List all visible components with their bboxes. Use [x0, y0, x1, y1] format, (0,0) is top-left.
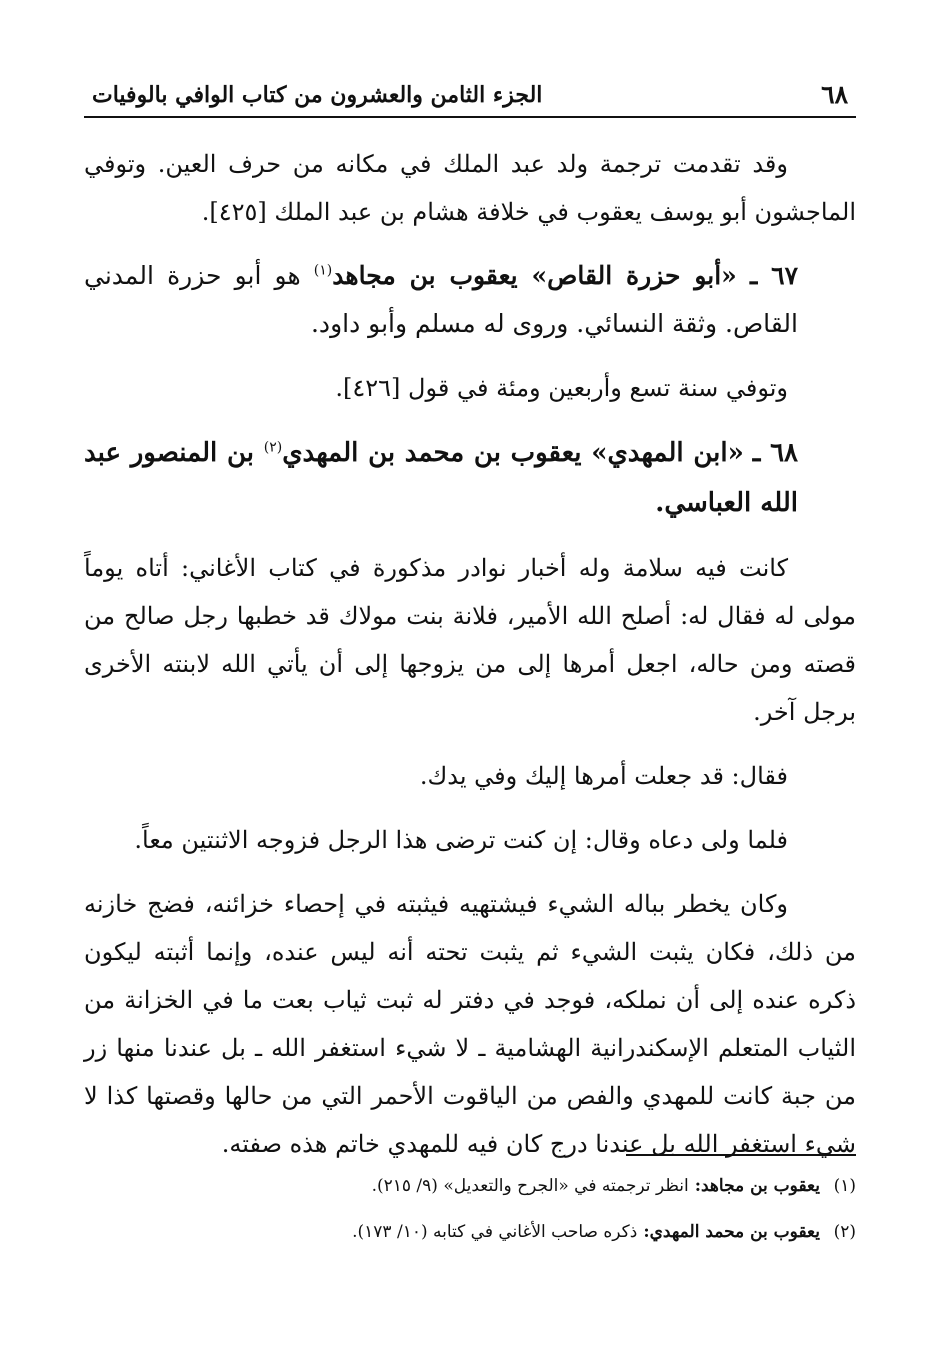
entry-67-heading: «أبو حزرة القاص» يعقوب بن مجاهد: [332, 261, 737, 290]
footnote-2: [84, 1218, 856, 1246]
entry-68-heading-end: بن المنصور عبد الله العباسي.: [84, 438, 798, 518]
footnote-number: (١): [833, 1176, 856, 1196]
page-header: [84, 72, 856, 118]
intro-paragraph: وقد تقدمت ترجمة ولد عبد الملك في مكانه من حرف العين. وتوفي الماجشون أبو يوسف يعقوب في خلافة هشام بن عبد الملك [٤٢٥].: [84, 150, 856, 226]
footnote-ref-2: (٢): [263, 439, 283, 456]
paragraph-1: كانت فيه سلامة وله أخبار نوادر مذكورة في كتاب الأغاني: أتاه يوماً مولى له فقال له: أصلح الله الأمير، فلانة بنت مولاك قد خطبها رجل صالح من قصته ومن حاله، اجعل أمرها إلى من يزوجها إلى أن يأتي الله لابنته الأخرى برجل آخر.: [84, 554, 856, 726]
footnote-name: يعقوب بن محمد المهدي:: [643, 1222, 820, 1242]
running-title: الجزء الثامن والعشرون من كتاب الوافي بالوفيات: [92, 82, 543, 108]
paragraph-3: فلما ولى دعاه وقال: إن كنت ترضى هذا الرجل فزوجه الاثنتين معاً.: [134, 826, 788, 854]
entry-67: [84, 252, 856, 348]
paragraph-2: فقال: قد جعلت أمرها إليك وفي يدك.: [419, 762, 788, 790]
footnote-name: يعقوب بن مجاهد:: [694, 1176, 820, 1196]
footnote-text: ذكره صاحب الأغاني في كتابه (١٠/ ١٧٣).: [352, 1222, 638, 1242]
footnote-rule: [626, 1154, 856, 1156]
paragraph-4: وكان يخطر بباله الشيء فيشتهيه فيثبته في إحصاء خزائنه، فضج خازنه من ذلك، فكان يثبت الشيء ثم يثبت تحته أنه ليس عنده، وإنما أثبته ليكون ذكره عنده إلى أن نملكه، فوجد في دفتر له ثبت ثياب بعت ما في الخزانة من الثياب المتعلم الإسكندرانية الهشامية ـ لا شيء استغفر الله ـ بل عندنا منها زر من جبة كانت للمهدي والفص من الياقوت الأحمر التي من حالها وقصتها كذا لا شيء استغفر الله بل عندنا درج كان فيه للمهدي خاتم هذه صفته.: [84, 890, 856, 1158]
footnote-ref-1: (١): [313, 262, 333, 279]
entry-68-number: ٦٨ ـ: [752, 438, 799, 468]
entry-68: [84, 428, 856, 528]
footnote-text: انظر ترجمته في «الجرح والتعديل» (٩/ ٢١٥).: [371, 1176, 689, 1196]
entry-67-number: ٦٧ ـ: [749, 261, 799, 290]
main-text: [84, 140, 856, 1184]
entry-68-heading: «ابن المهدي» يعقوب بن محمد بن المهدي: [282, 438, 744, 468]
footnote-1: [84, 1172, 856, 1200]
entry-67-text: هو أبو حزرة المدني القاص. وثقة النسائي. وروى له مسلم وأبو داود.: [84, 261, 798, 338]
footnotes: [84, 1172, 856, 1264]
page-number: ٦٨: [821, 80, 848, 109]
footnote-number: (٢): [833, 1222, 856, 1242]
death-67-paragraph: وتوفي سنة تسع وأربعين ومئة في قول [٤٢٦].: [335, 374, 788, 402]
